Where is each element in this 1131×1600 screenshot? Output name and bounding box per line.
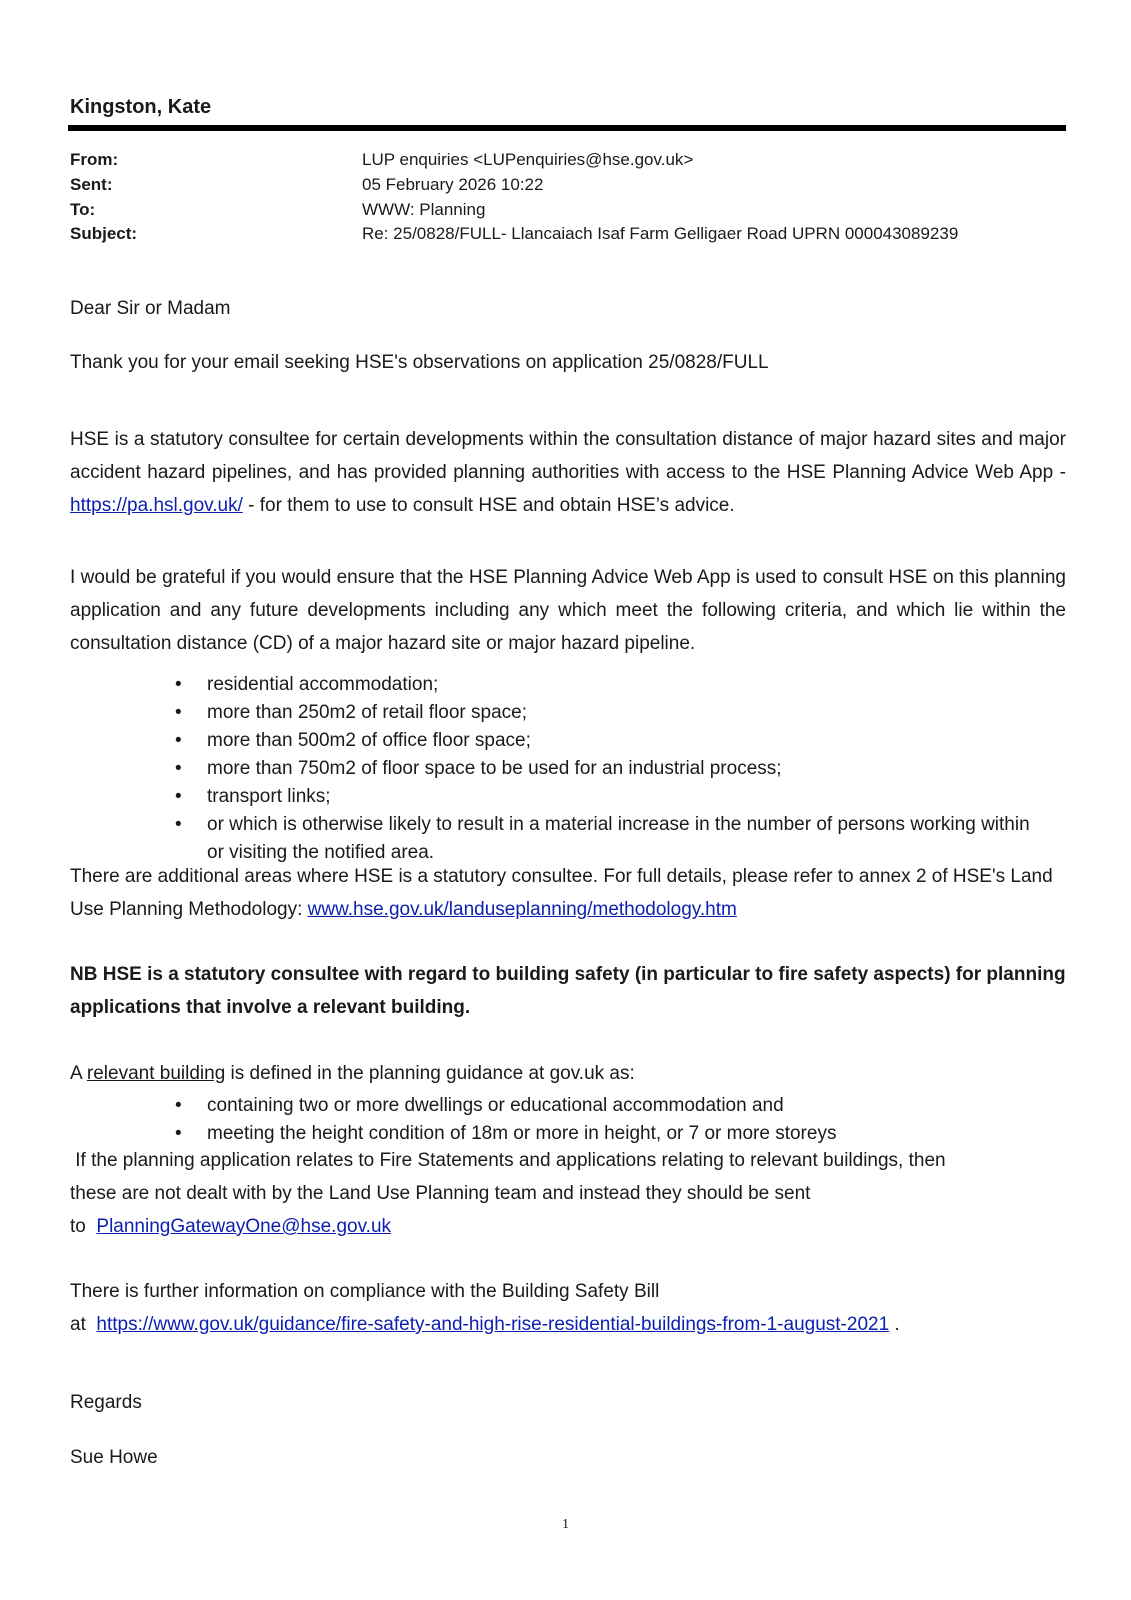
consultee-paragraph <box>70 423 1066 522</box>
subject-value: Re: 25/0828/FULL- Llancaiach Isaf Farm Gelligaer Road UPRN 000043089239 <box>362 224 959 243</box>
list-item: • more than 750m2 of floor space to be used for an industrial process; <box>175 755 1035 783</box>
list-item: • meeting the height condition of 18m or more in height, or 7 or more storeys <box>175 1120 1035 1148</box>
regards: Regards <box>70 1392 142 1413</box>
salutation: Dear Sir or Madam <box>70 298 231 319</box>
relevant-building-prefix: A <box>70 1063 87 1084</box>
consultee-text-end: - for them to use to consult HSE and obtain HSE’s advice. <box>242 495 735 516</box>
sent-label: Sent: <box>70 175 113 194</box>
further-info-line-2 <box>70 1308 1066 1341</box>
planning-advice-link[interactable]: https://pa.hsl.gov.uk/ <box>70 495 243 516</box>
request-paragraph: I would be grateful if you would ensure that the HSE Planning Advice Web App is used to consult HSE on this planning application and any future developments including any which meet the following criteria, and which lie within the consultation distance (CD) of a major hazard site or major hazard pipeline. <box>70 567 1066 654</box>
methodology-link[interactable]: www.hse.gov.uk/landuseplanning/methodology.htm <box>307 899 737 920</box>
relevant-building-list <box>175 1092 1035 1148</box>
relevant-building-line <box>70 1057 1066 1090</box>
fire-statement-line-2: these are not dealt with by the Land Use Planning team and instead they should be sent <box>70 1183 811 1204</box>
fire-to-text: to <box>70 1216 97 1237</box>
fire-statement-line-3 <box>70 1210 1066 1243</box>
further-at-text: at <box>70 1314 97 1335</box>
gov-uk-guidance-link[interactable]: https://www.gov.uk/guidance/fire-safety-and-high-rise-residential-buildings-from-1-august-2021 <box>96 1314 890 1335</box>
list-item: • more than 250m2 of retail floor space; <box>175 699 1035 727</box>
list-item: • containing two or more dwellings or educational accommodation and <box>175 1092 1035 1120</box>
list-item: • or which is otherwise likely to result in a material increase in the number of persons working within or visiting the notified area. <box>175 811 1035 867</box>
from-value: LUP enquiries <LUPenquiries@hse.gov.uk> <box>362 150 694 169</box>
list-item: • residential accommodation; <box>175 671 1035 699</box>
document-owner: Kingston, Kate <box>70 96 212 118</box>
relevant-building-term: relevant building <box>86 1063 226 1084</box>
criteria-list <box>175 671 1035 867</box>
consultee-text: HSE is a statutory consultee for certain developments within the consultation distance of major hazard sites and major accident hazard pipelines, and has provided planning authorities with access to the HSE Planning Advice Web App - <box>70 429 1066 483</box>
sent-value: 05 February 2026 10:22 <box>362 175 544 194</box>
to-value: WWW: Planning <box>362 200 486 219</box>
planning-gateway-email-link[interactable]: PlanningGatewayOne@hse.gov.uk <box>96 1216 392 1237</box>
additional-areas-paragraph <box>70 860 1066 926</box>
relevant-building-suffix: is defined in the planning guidance at gov.uk as: <box>225 1063 635 1084</box>
further-info-line-1: There is further information on compliance with the Building Safety Bill <box>70 1281 660 1302</box>
header-rule <box>68 125 1066 131</box>
list-item: • transport links; <box>175 783 1035 811</box>
thanks-paragraph: Thank you for your email seeking HSE's observations on application 25/0828/FULL <box>70 352 769 373</box>
nb-paragraph: NB HSE is a statutory consultee with regard to building safety (in particular to fire safety aspects) for planning applications that involve a relevant building. <box>70 964 1066 1018</box>
list-item: • more than 500m2 of office floor space; <box>175 727 1035 755</box>
signature: Sue Howe <box>70 1447 158 1468</box>
additional-areas-text: There are additional areas where HSE is a statutory consultee. For full details, please refer to annex 2 of HSE's Land Use Planning Methodology: <box>70 866 1053 920</box>
fire-statement-line-1: If the planning application relates to Fire Statements and applications relating to relevant buildings, then <box>70 1150 946 1171</box>
to-label: To: <box>70 200 96 219</box>
further-end-text: . <box>889 1314 900 1335</box>
subject-label: Subject: <box>70 224 138 243</box>
from-label: From: <box>70 150 119 169</box>
page-number: 1 <box>562 1517 569 1532</box>
